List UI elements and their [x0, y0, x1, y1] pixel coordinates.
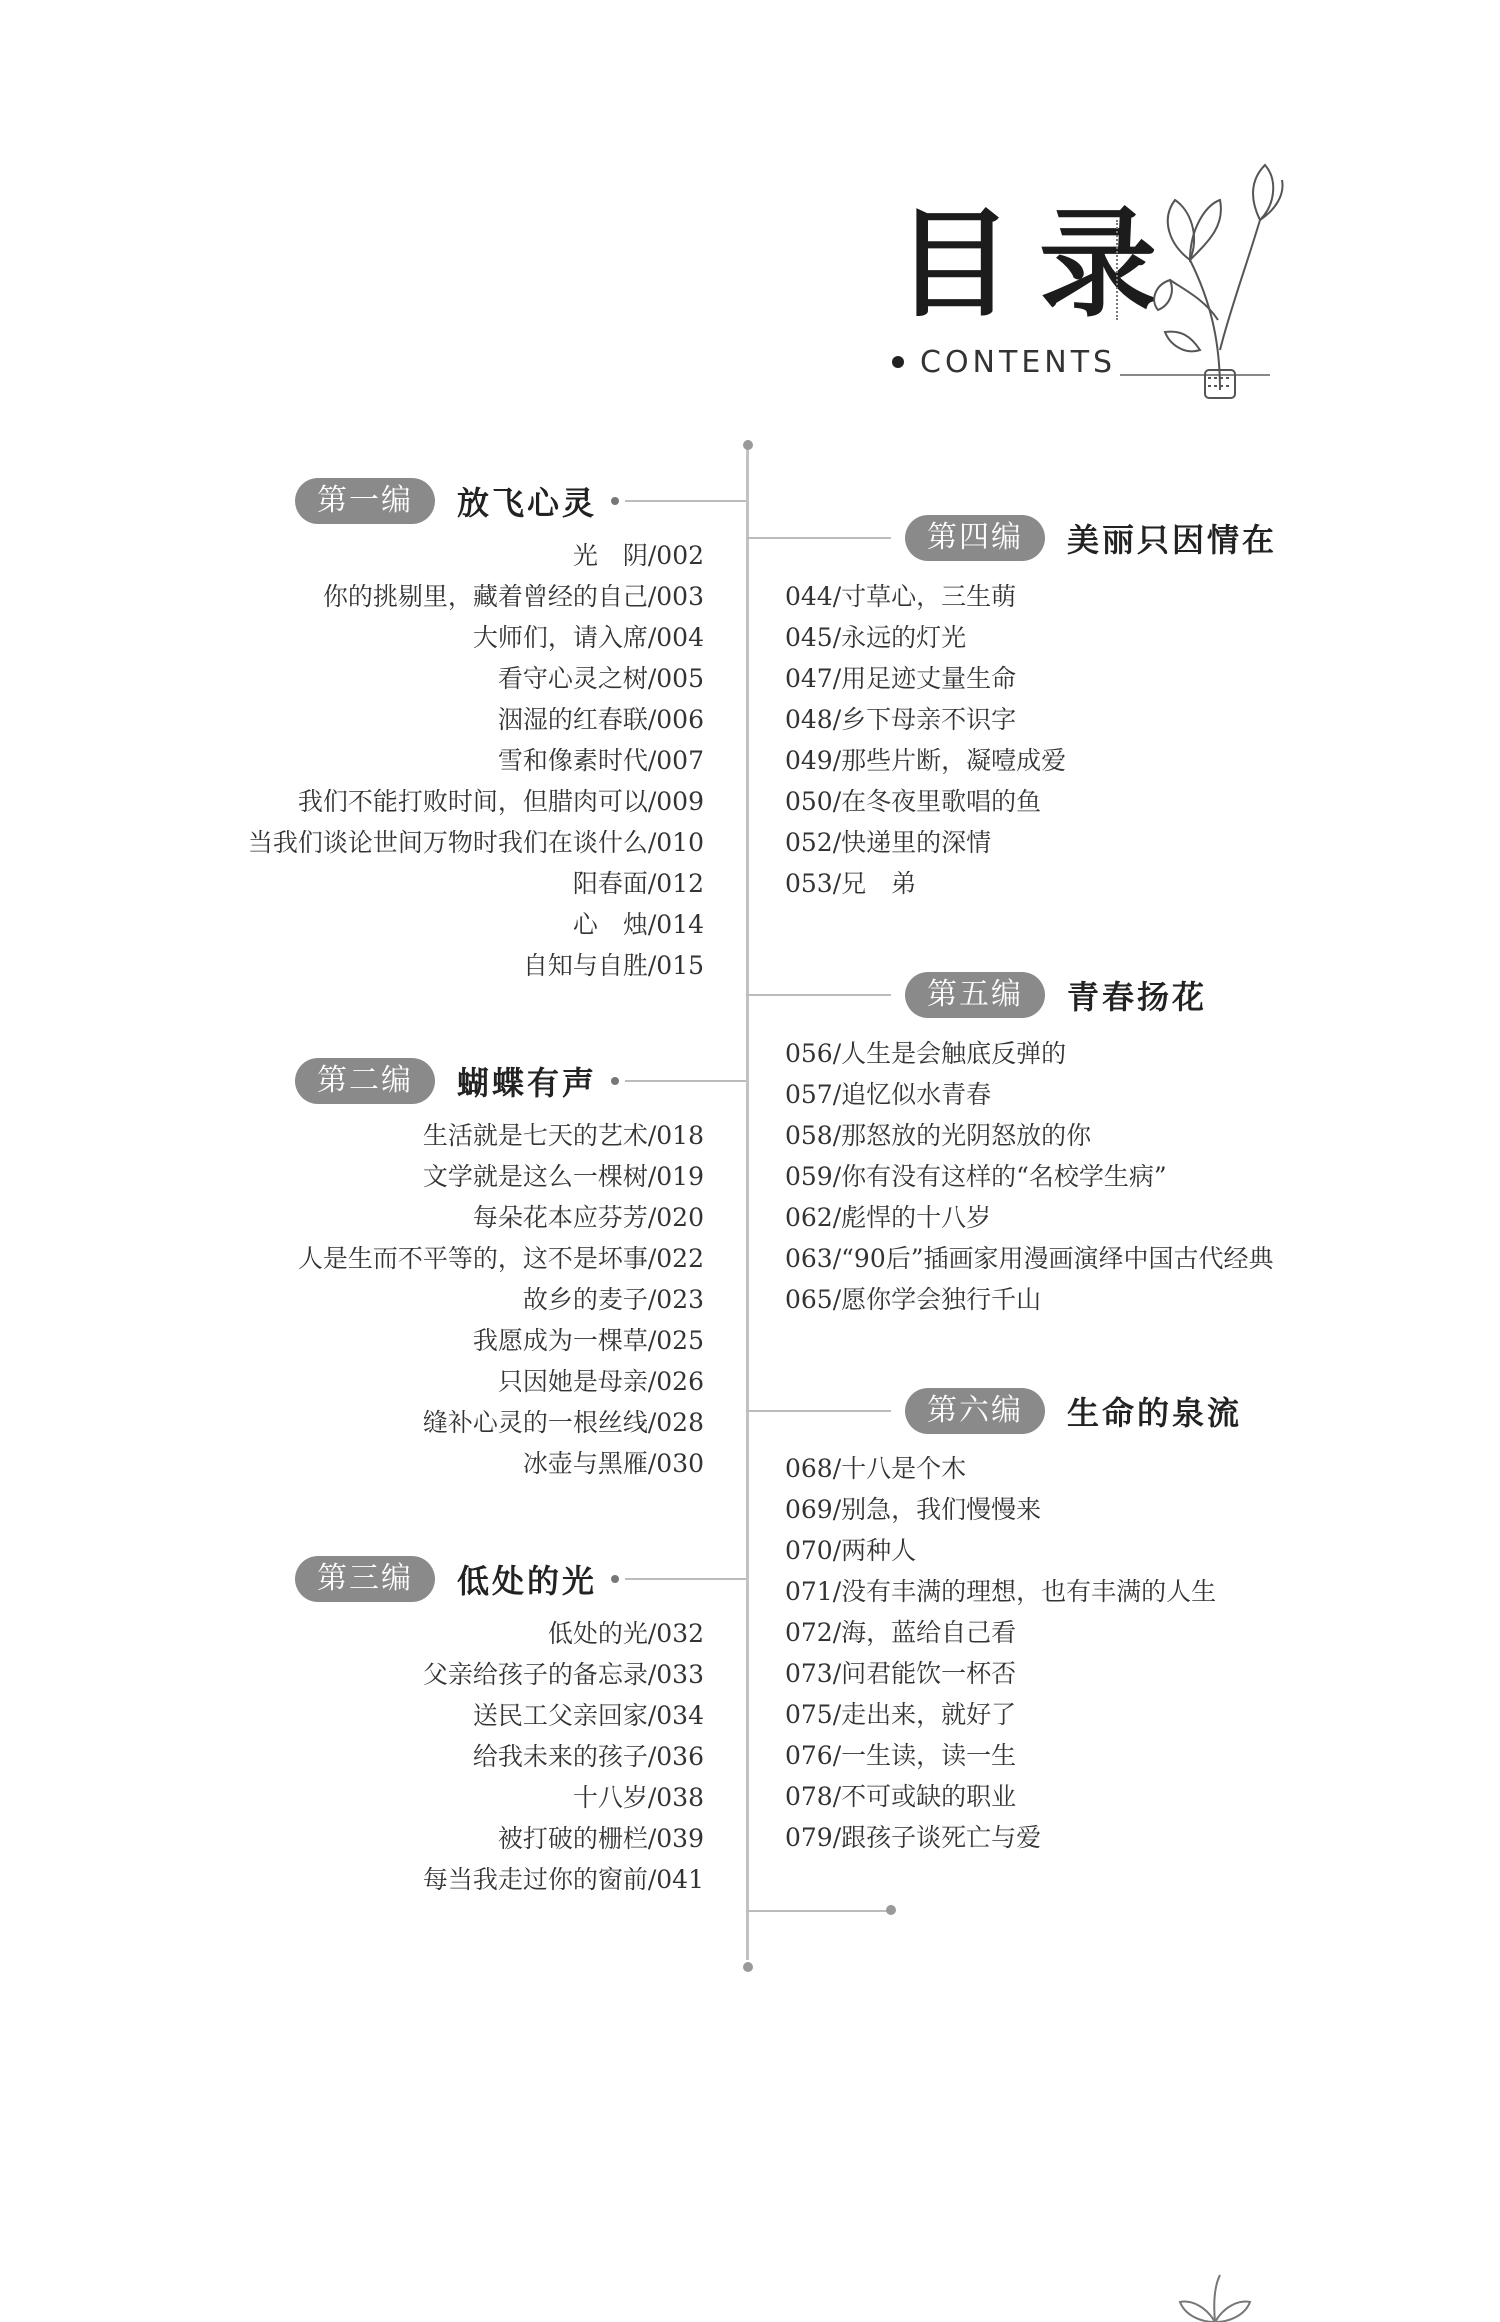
toc-entry: 069/别急，我们慢慢来: [785, 1495, 1042, 1524]
toc-entry: 每当我走过你的窗前/041: [422, 1865, 704, 1894]
toc-entry: 看守心灵之树/005: [497, 664, 704, 693]
toc-entry: 075/走出来，就好了: [785, 1700, 1017, 1729]
section-label: 第五编: [905, 972, 1045, 1018]
section-label: 第二编: [295, 1058, 435, 1104]
flower-plant-icon: [1150, 150, 1290, 400]
toc-entry: 063/“90后”插画家用漫画演绎中国古代经典: [785, 1244, 1274, 1273]
toc-entry: 053/兄 弟: [785, 869, 917, 898]
toc-entry: 071/没有丰满的理想，也有丰满的人生: [785, 1577, 1217, 1606]
toc-entry: 057/追忆似水青春: [785, 1080, 992, 1109]
toc-entry: 065/愿你学会独行千山: [785, 1285, 1042, 1314]
section-connector: [746, 994, 891, 996]
section-bullet: [611, 1575, 619, 1583]
section-bullet: [611, 497, 619, 505]
section-entries: [423, 1613, 704, 1900]
toc-entry: 生活就是七天的艺术/018: [422, 1121, 704, 1150]
toc-entry: 072/海，蓝给自己看: [785, 1618, 1017, 1647]
section-connector: [746, 537, 891, 539]
toc-entry: 自知与自胜/015: [522, 951, 704, 980]
section-label: 第四编: [905, 515, 1045, 561]
axis-end-connector: [746, 1910, 891, 1912]
toc-entry: 你的挑剔里，藏着曾经的自己/003: [322, 582, 704, 611]
toc-entry: 056/人生是会触底反弹的: [785, 1039, 1067, 1068]
toc-entry: 048/乡下母亲不识字: [785, 705, 1017, 734]
toc-entry: 阳春面/012: [572, 869, 704, 898]
section-name: 低处的光: [457, 1562, 598, 1600]
toc-entry: 送民工父亲回家/034: [472, 1701, 704, 1730]
toc-entry: 每朵花本应芬芳/020: [472, 1203, 704, 1232]
section-name: 生命的泉流: [1067, 1394, 1243, 1432]
section-name: 蝴蝶有声: [457, 1064, 598, 1102]
section-header: [905, 515, 1277, 561]
section-connector: [625, 1080, 746, 1082]
section-name: 美丽只因情在: [1067, 521, 1278, 559]
section-header: [295, 478, 619, 524]
toc-entry: 059/你有没有这样的“名校学生病”: [785, 1162, 1167, 1191]
toc-entry: 047/用足迹丈量生命: [785, 664, 1017, 693]
axis-dot: [743, 1962, 753, 1972]
section-header: [905, 972, 1207, 1018]
toc-entry: 光 阴/002: [572, 541, 704, 570]
section-connector: [746, 1410, 891, 1412]
toc-entry: 只因她是母亲/026: [497, 1367, 704, 1396]
section-entries: [785, 576, 1066, 904]
section-header: [905, 1388, 1242, 1434]
toc-entry: 我们不能打败时间，但腊肉可以/009: [297, 787, 704, 816]
toc-entry: 049/那些片断，凝噎成爱: [785, 746, 1067, 775]
section-header: [295, 1058, 619, 1104]
toc-entry: 缝补心灵的一根丝线/028: [422, 1408, 704, 1437]
toc-entry: 当我们谈论世间万物时我们在谈什么/010: [247, 828, 704, 857]
toc-entry: 070/两种人: [785, 1536, 917, 1565]
section-bullet: [611, 1077, 619, 1085]
leaf-icon: [1175, 2270, 1255, 2322]
section-entries: [248, 535, 704, 986]
axis-dot: [886, 1905, 896, 1915]
toc-entry: 父亲给孩子的备忘录/033: [422, 1660, 704, 1689]
section-name: 青春扬花: [1067, 978, 1208, 1016]
section-connector: [625, 500, 746, 502]
toc-entry: 给我未来的孩子/036: [472, 1742, 704, 1771]
section-entries: [298, 1115, 704, 1484]
page-title: 目录: [895, 195, 1184, 333]
toc-entry: 洇湿的红春联/006: [497, 705, 704, 734]
page-subtitle: CONTENTS: [920, 345, 1117, 380]
subtitle-bullet: [892, 356, 904, 368]
toc-entry: 044/寸草心，三生萌: [785, 582, 1017, 611]
toc-entry: 文学就是这么一棵树/019: [422, 1162, 704, 1191]
section-label: 第三编: [295, 1556, 435, 1602]
section-entries: [785, 1033, 1274, 1320]
toc-entry: 050/在冬夜里歌唱的鱼: [785, 787, 1042, 816]
toc-entry: 068/十八是个木: [785, 1454, 967, 1483]
toc-entry: 062/彪悍的十八岁: [785, 1203, 992, 1232]
toc-entry: 058/那怒放的光阴怒放的你: [785, 1121, 1092, 1150]
toc-entry: 我愿成为一棵草/025: [472, 1326, 704, 1355]
toc-entry: 被打破的栅栏/039: [497, 1824, 704, 1853]
toc-entry: 045/永远的灯光: [785, 623, 967, 652]
section-name: 放飞心灵: [457, 484, 598, 522]
toc-entry: 人是生而不平等的，这不是坏事/022: [297, 1244, 704, 1273]
toc-entry: 078/不可或缺的职业: [785, 1782, 1017, 1811]
toc-entry: 052/快递里的深情: [785, 828, 992, 857]
section-header: [295, 1556, 619, 1602]
timeline-axis: [746, 440, 749, 1960]
section-label: 第六编: [905, 1388, 1045, 1434]
section-connector: [625, 1578, 746, 1580]
toc-entry: 雪和像素时代/007: [497, 746, 704, 775]
toc-entry: 故乡的麦子/023: [522, 1285, 704, 1314]
axis-dot: [743, 440, 753, 450]
title-divider: [1116, 220, 1118, 320]
toc-entry: 心 烛/014: [572, 910, 704, 939]
toc-entry: 大师们，请入席/004: [472, 623, 704, 652]
toc-entry: 079/跟孩子谈死亡与爱: [785, 1823, 1042, 1852]
section-entries: [785, 1448, 1216, 1858]
toc-entry: 073/问君能饮一杯否: [785, 1659, 1017, 1688]
toc-entry: 十八岁/038: [572, 1783, 704, 1812]
section-label: 第一编: [295, 478, 435, 524]
toc-entry: 低处的光/032: [547, 1619, 704, 1648]
toc-entry: 冰壶与黑雁/030: [522, 1449, 704, 1478]
toc-entry: 076/一生读，读一生: [785, 1741, 1017, 1770]
